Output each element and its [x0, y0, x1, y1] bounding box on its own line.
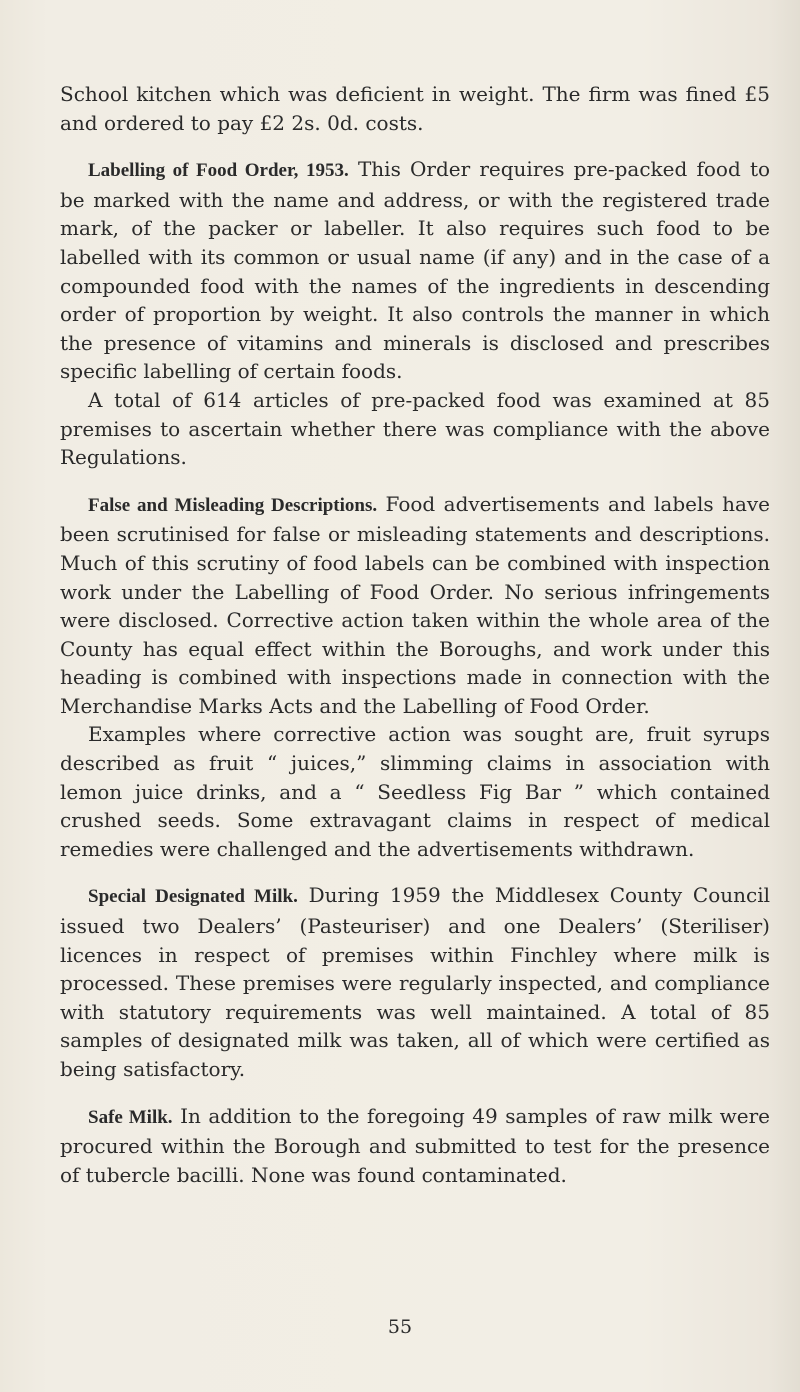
paragraph-designated-milk	[60, 881, 770, 1083]
paragraph-text: This Order requires pre-packed food to be marked with the name and address, or with the registered trade mark, of the packer or labeller. It also requires such food to be labelled with its common or usual name (if any) and in the case of a compounded food with the names of the ingredients in descending order of proportion by weight. It also controls the manner in which the presence of vitamins and minerals is disclosed and prescribes specific labelling of certain foods.	[60, 157, 771, 384]
paragraph-prepacked-total	[60, 386, 770, 472]
paragraph-examples	[60, 720, 770, 863]
section-heading-false-misleading: False and Misleading Descriptions.	[88, 494, 378, 516]
paragraph-text: Food advertisements and labels have been scrutinised for false or misleading statements and descriptions. Much of this scrutiny of food labels can be combined with inspection work under the Labelling of Food Order. No serious infringements were disclosed. Corrective action taken within the whole area of the County has equal effect within the Boroughs, and work under this heading is combined with inspections made in connection with the Merchandise Marks Acts and the Labelling of Food Order.	[60, 491, 771, 718]
paragraph-text: Examples where corrective action was sought are, fruit syrups described as fruit “ juices,” slimming claims in association with lemon juice drinks, and a “ Seedless Fig Bar ” which contained crushed seeds. Some extravagant claims in respect of medical remedies were challenged and the advertisements withdrawn.	[60, 722, 770, 861]
paragraph-false-misleading	[60, 490, 770, 721]
paragraph-fine-continuation	[60, 80, 770, 137]
section-heading-labelling: Labelling of Food Order, 1953.	[88, 160, 349, 182]
paragraph-text: School kitchen which was deficient in weight. The firm was fined £5 and ordered to pay £2 2s. 0d. costs.	[60, 82, 770, 135]
page-number: 55	[387, 1316, 413, 1338]
body-text	[60, 80, 770, 1189]
section-heading-designated-milk: Special Designated Milk.	[88, 886, 298, 908]
paragraph-labelling-order	[60, 155, 770, 386]
section-heading-safe-milk: Safe Milk.	[88, 1106, 173, 1128]
paragraph-text: During 1959 the Middlesex County Council issued two Dealers’ (Pasteuriser) and one Dealers’ (Steriliser) licences in respect of premises within Finchley where milk is processed. These premises were regularly inspected, and compliance with statutory requirements was well maintained. A total of 85 samples of designated milk was taken, all of which were certified as being satisfactory.	[60, 883, 771, 1081]
paragraph-safe-milk	[60, 1102, 770, 1190]
paragraph-text: A total of 614 articles of pre-packed food was examined at 85 premises to ascertain whether there was compliance with the above Regulations.	[60, 387, 770, 470]
paragraph-text: In addition to the foregoing 49 samples of raw milk were procured within the Borough and submitted to test for the presence of tubercle bacilli. None was found contaminated.	[60, 1103, 770, 1187]
